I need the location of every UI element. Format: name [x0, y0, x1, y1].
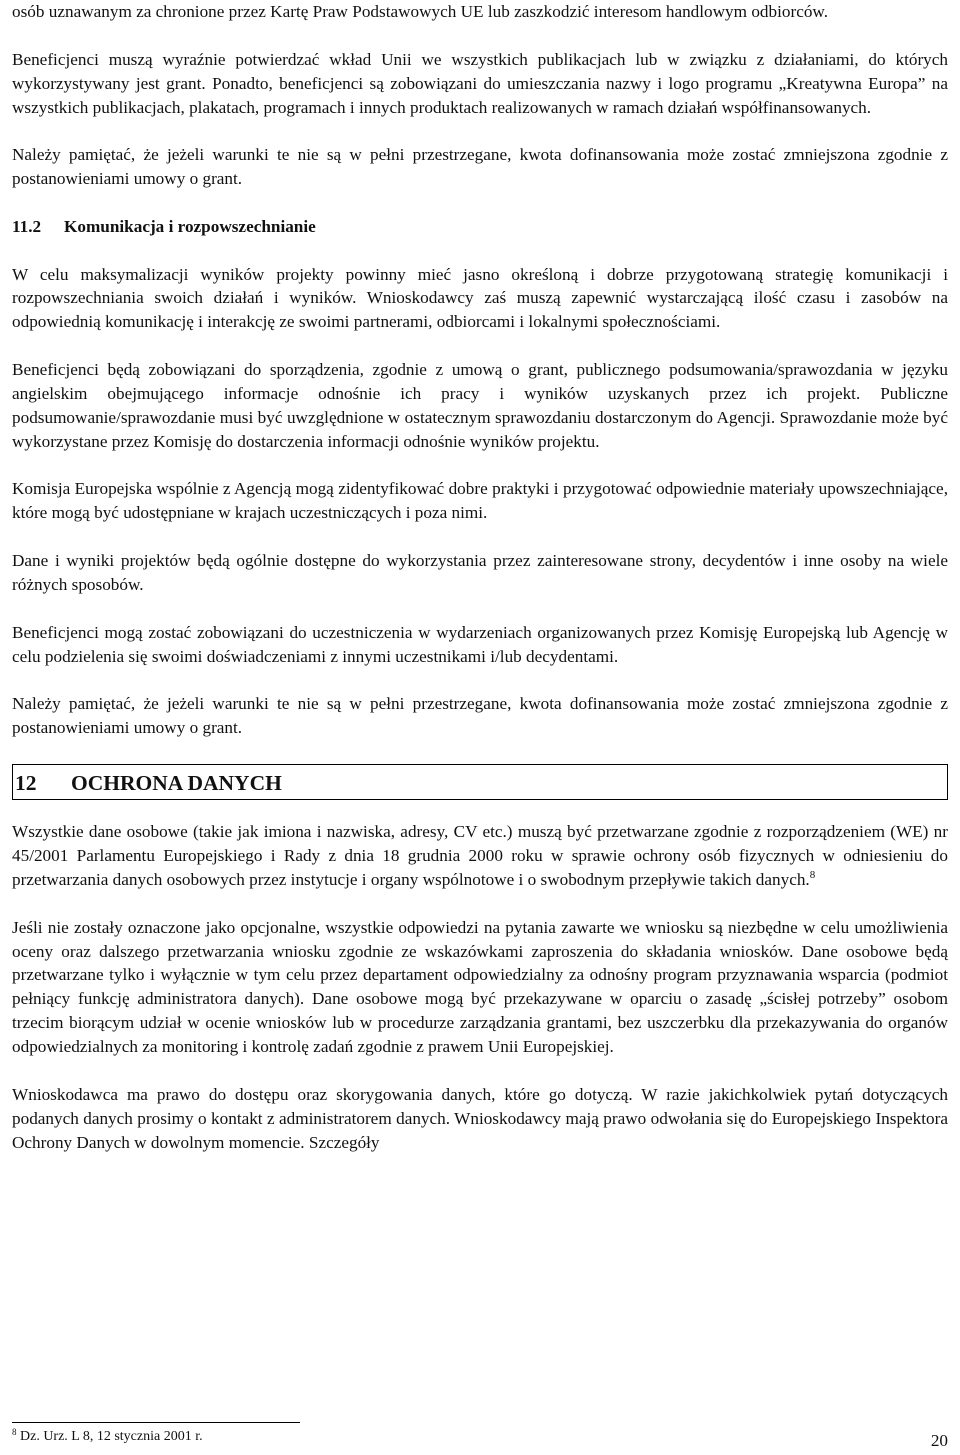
- page-number: 20: [930, 1431, 948, 1450]
- footnote-separator: [12, 1422, 300, 1423]
- footnote-reference[interactable]: 8: [809, 868, 816, 881]
- paragraph-reduction-note: Należy pamiętać, że jeżeli warunki te nie są w pełni przestrzegane, kwota dofinansowania może zostać zmniejszona zgodnie z postanowieniami umowy o grant.: [12, 145, 948, 189]
- paragraph-personal-data: [12, 820, 948, 892]
- paragraph-communication-strategy: W celu maksymalizacji wyników projekty powinny mieć jasno określoną i dobrze przygotowaną strategię komunikacji i rozpowszechniania swoich działań i wyników. Wnioskodawcy zaś muszą zapewnić wystarczającą ilość czasu i zasobów na odpowiednią komunikację i interakcję ze swoimi partnerami, odbiorcami i lokalnymi społecznościami.: [12, 264, 948, 332]
- paragraph-data-availability: Dane i wyniki projektów będą ogólnie dostępne do wykorzystania przez zainteresowane strony, decydentów i inne osoby na wiele różnych sposobów.: [12, 551, 948, 594]
- chapter-number: 12: [15, 771, 37, 796]
- paragraph-data-access-rights: Wnioskodawca ma prawo do dostępu oraz skorygowania danych, które go dotyczą. W razie jakichkolwiek pytań dotyczących podanych danych prosimy o kontakt z administratorem danych. Wnioskodawcy mają prawo odwołania się do Europejskiego Inspektora Ochrony Danych w dowolnym momencie. Szczegóły: [12, 1084, 948, 1152]
- section-title: Komunikacja i rozpowszechnianie: [64, 216, 316, 236]
- paragraph-good-practices: Komisja Europejska wspólnie z Agencją mogą zidentyfikować dobre praktyki i przygotować odpowiednie materiały upowszechniające, które mogą być udostępniane w krajach uczestniczących i poza nimi.: [12, 479, 948, 523]
- document-page: [12, 0, 948, 1155]
- footnote-text: Dz. Urz. L 8, 12 stycznia 2001 r.: [20, 1429, 203, 1444]
- paragraph-data-processing: Jeśli nie zostały oznaczone jako opcjonalne, wszystkie odpowiedzi na pytania zawarte we wniosku są niezbędne w celu umożliwienia oceny oraz dalszego przetwarzania wniosku zgodnie ze wskazówkami zaproszenia do składania wniosków. Dane osobowe będą przetwarzane tylko i wyłącznie w tym celu przez departament odpowiedzialny za odnośny program przyznawania wsparcia (podmiot pełniący funkcję administratora danych). Dane osobowe mogą być przekazywane w oparciu o zasadę „ścisłej potrzeby” osobom trzecim biorącym udział w ocenie wniosków lub w procedurze zarządzania grantami, bez uszczerbku dla przekazywania do organów odpowiedzialnych za monitoring i kontrolę zadań zgodnie z prawem Unii Europejskiej.: [12, 917, 948, 1057]
- section-number: 11.2: [12, 216, 42, 236]
- paragraph-eu-contribution: Beneficjenci muszą wyraźnie potwierdzać wkład Unii we wszystkich publikacjach lub w związku z działaniami, do których wykorzystywany jest grant. Ponadto, beneficjenci są zobowiązani do umieszczania nazwy i logo programu „Kreatywna Europa” na wszystkich publikacjach, plakatach, programach i innych produktach realizowanych w ramach działań współfinansowanych.: [12, 49, 948, 117]
- footnote-marker: 8: [12, 1427, 17, 1437]
- section-heading-11-2: [12, 215, 948, 239]
- footnote: [12, 1428, 203, 1446]
- paragraph-continuation: osób uznawanym za chronione przez Kartę Praw Podstawowych UE lub zaszkodzić interesom handlowym odbiorców.: [12, 2, 829, 21]
- paragraph-public-summary: Beneficjenci będą zobowiązani do sporządzenia, zgodnie z umową o grant, publicznego podsumowania/sprawozdania w języku angielskim obejmującego informacje odnośnie ich pracy i wyników uzyskanych przez ich projekt. Publiczne podsumowanie/sprawozdanie musi być uwzględnione w ostatecznym sprawozdaniu dostarczonym do Agencji. Sprawozdanie może być wykorzystane przez Komisję do dostarczenia informacji odnośnie wyników projektu.: [12, 360, 948, 451]
- chapter-title: OCHRONA DANYCH: [71, 771, 282, 796]
- chapter-heading-12: [12, 764, 948, 800]
- paragraph-text: Wszystkie dane osobowe (takie jak imiona i nazwiska, adresy, CV etc.) muszą być przetwarzane zgodnie z rozporządzeniem (WE) nr 45/2001 Parlamentu Europejskiego i Rady z dnia 18 grudnia 2000 roku w sprawie ochrony osób fizycznych w odniesieniu do przetwarzania danych osobowych przez instytucje i organy wspólnotowe i o swobodnym przepływie takich danych.: [12, 822, 948, 889]
- paragraph-events: Beneficjenci mogą zostać zobowiązani do uczestniczenia w wydarzeniach organizowanych przez Komisję Europejską lub Agencję w celu podzielenia się swoimi doświadczeniami z innymi uczestnikami i/lub decydentami.: [12, 622, 948, 666]
- paragraph-reduction-note-2: Należy pamiętać, że jeżeli warunki te nie są w pełni przestrzegane, kwota dofinansowania może zostać zmniejszona zgodnie z postanowieniami umowy o grant.: [12, 694, 948, 738]
